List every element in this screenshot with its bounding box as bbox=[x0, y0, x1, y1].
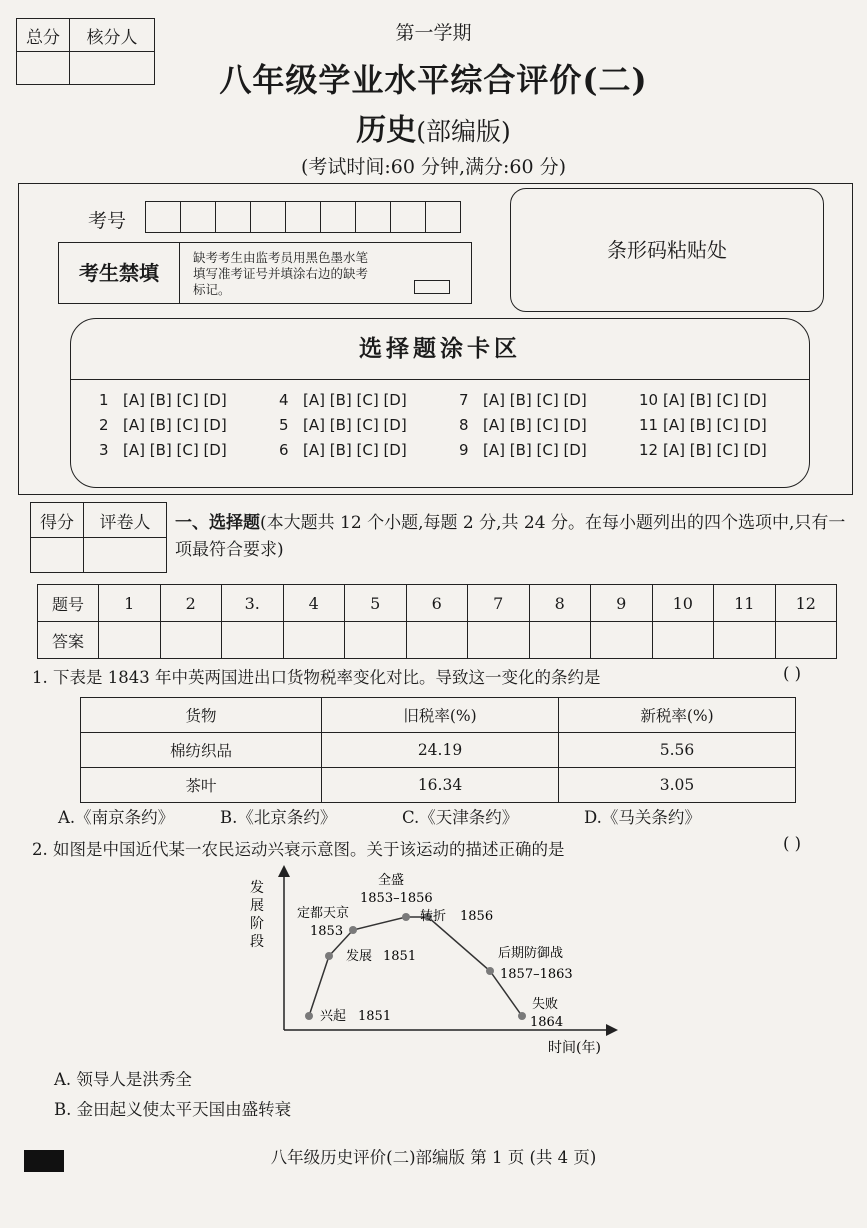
edition: (部编版) bbox=[416, 117, 511, 146]
q2-answer-paren[interactable]: ( ) bbox=[783, 834, 802, 853]
grid-answer-cell[interactable] bbox=[591, 622, 653, 659]
q1-option-d[interactable]: D.《马关条约》 bbox=[584, 808, 701, 827]
diagram-point bbox=[518, 1012, 526, 1020]
diagram-stage-label: 后期防御战 bbox=[498, 946, 564, 961]
choice-number: 1 bbox=[99, 391, 109, 409]
section-desc: (本大题共 12 个小题,每题 2 分,共 24 分。在每小题列出的四个选项中,只有一项最符合要求) bbox=[175, 513, 846, 560]
choice-bubbles[interactable]: [A] [B] [C] [D] bbox=[663, 441, 767, 459]
choice-item-11[interactable] bbox=[639, 416, 767, 434]
q1-option-a[interactable]: A.《南京条约》 bbox=[58, 808, 175, 827]
grid-answer-cell[interactable] bbox=[406, 622, 468, 659]
grid-answer-cell[interactable] bbox=[99, 622, 161, 659]
choice-number: 12 bbox=[639, 441, 659, 459]
exam-digit-box[interactable] bbox=[321, 202, 356, 233]
absent-instruction: 缺考考生由监考员用黑色墨水笔填写准考证号并填涂右边的缺考标记。 bbox=[193, 250, 369, 297]
choice-number: 9 bbox=[459, 441, 469, 459]
diagram-stage-label: 定都天京 bbox=[297, 906, 350, 921]
grid-question-number: 2 bbox=[160, 585, 222, 622]
section-intro bbox=[175, 510, 855, 564]
choice-item-7[interactable] bbox=[459, 391, 587, 409]
subject-title bbox=[0, 105, 867, 149]
diagram-year-label: 1851 bbox=[383, 949, 417, 964]
page-footer: 八年级历史评价(二)部编版 第 1 页 (共 4 页) bbox=[270, 1148, 597, 1167]
tax-cell: 棉纺织品 bbox=[81, 733, 322, 768]
choice-bubbles[interactable]: [A] [B] [C] [D] bbox=[123, 416, 227, 434]
choice-area-title: 选择题涂卡区 bbox=[71, 319, 809, 380]
exam-digit-box[interactable] bbox=[181, 202, 216, 233]
q1-option-b[interactable]: B.《北京条约》 bbox=[220, 808, 337, 827]
choice-bubbles[interactable]: [A] [B] [C] [D] bbox=[663, 391, 767, 409]
grid-number-label: 题号 bbox=[38, 585, 99, 622]
choice-fill-area bbox=[70, 318, 810, 488]
choice-number: 8 bbox=[459, 416, 469, 434]
choice-number: 11 bbox=[639, 416, 659, 434]
diagram-stage-label: 转折 bbox=[420, 909, 447, 924]
grid-answer-cell[interactable] bbox=[714, 622, 776, 659]
q1-answer-paren[interactable]: ( ) bbox=[783, 664, 802, 683]
grid-answer-cell[interactable] bbox=[529, 622, 591, 659]
diagram-point bbox=[486, 967, 494, 975]
subject: 历史 bbox=[356, 113, 417, 148]
diagram-stage-label: 兴起 bbox=[320, 1009, 347, 1024]
choice-number: 3 bbox=[99, 441, 109, 459]
diagram-year-label: 1856 bbox=[460, 909, 494, 924]
choice-item-6[interactable] bbox=[279, 441, 407, 459]
choice-number: 2 bbox=[99, 416, 109, 434]
grid-question-number: 5 bbox=[345, 585, 407, 622]
diagram-year-label: 1853 bbox=[310, 924, 344, 939]
absent-label: 考生禁填 bbox=[59, 243, 180, 303]
grid-answer-cell[interactable] bbox=[652, 622, 714, 659]
choice-number: 4 bbox=[279, 391, 289, 409]
grid-question-number: 7 bbox=[468, 585, 530, 622]
grader-table bbox=[30, 502, 167, 573]
grid-question-number: 8 bbox=[529, 585, 591, 622]
choice-number: 6 bbox=[279, 441, 289, 459]
choice-bubbles[interactable]: [A] [B] [C] [D] bbox=[483, 441, 587, 459]
exam-number-label: 考号 bbox=[88, 210, 127, 232]
choice-bubbles[interactable]: [A] [B] [C] [D] bbox=[483, 416, 587, 434]
grader-label: 评卷人 bbox=[84, 503, 167, 538]
tax-cell: 24.19 bbox=[322, 733, 559, 768]
absent-mark-box[interactable] bbox=[414, 280, 450, 294]
grid-answer-cell[interactable] bbox=[468, 622, 530, 659]
choice-item-3[interactable] bbox=[99, 441, 227, 459]
exam-digit-box[interactable] bbox=[356, 202, 391, 233]
grid-answer-cell[interactable] bbox=[283, 622, 345, 659]
choice-item-12[interactable] bbox=[639, 441, 767, 459]
diagram-stage-label: 全盛 bbox=[378, 873, 405, 888]
score-cell[interactable] bbox=[31, 538, 84, 573]
tax-header-new: 新税率(%) bbox=[559, 698, 796, 733]
q2-text: 2. 如图是中国近代某一农民运动兴衰示意图。关于该运动的描述正确的是 bbox=[32, 840, 565, 859]
grid-question-number: 10 bbox=[652, 585, 714, 622]
q2-option-b[interactable]: B. 金田起义使太平天国由盛转衰 bbox=[54, 1100, 292, 1119]
movement-diagram bbox=[250, 860, 630, 1060]
grid-question-number: 12 bbox=[775, 585, 837, 622]
diagram-point bbox=[402, 913, 410, 921]
grid-answer-cell[interactable] bbox=[345, 622, 407, 659]
q2-option-a[interactable]: A. 领导人是洪秀全 bbox=[54, 1070, 192, 1089]
diagram-year-label: 1864 bbox=[530, 1015, 564, 1030]
choice-bubbles[interactable]: [A] [B] [C] [D] bbox=[483, 391, 587, 409]
semester: 第一学期 bbox=[395, 22, 472, 44]
choice-item-8[interactable] bbox=[459, 416, 587, 434]
exam-info: (考试时间:60 分钟,满分:60 分) bbox=[300, 156, 567, 178]
choice-bubbles[interactable]: [A] [B] [C] [D] bbox=[123, 441, 227, 459]
choice-item-5[interactable] bbox=[279, 416, 407, 434]
diagram-point bbox=[305, 1012, 313, 1020]
diagram-stage-label: 发展 bbox=[346, 949, 373, 964]
choice-bubbles[interactable]: [A] [B] [C] [D] bbox=[663, 416, 767, 434]
choice-bubbles[interactable]: [A] [B] [C] [D] bbox=[123, 391, 227, 409]
checker-label: 核分人 bbox=[70, 19, 155, 52]
tax-cell: 3.05 bbox=[559, 768, 796, 803]
tax-header-old: 旧税率(%) bbox=[322, 698, 559, 733]
diagram-stage-label: 失败 bbox=[532, 997, 559, 1012]
tax-header-goods: 货物 bbox=[81, 698, 322, 733]
barcode-area: 条形码粘贴处 bbox=[510, 188, 824, 312]
y-axis-label: 发展阶段 bbox=[250, 880, 264, 950]
tax-cell: 茶叶 bbox=[81, 768, 322, 803]
choice-item-1[interactable] bbox=[99, 391, 227, 409]
diagram-point bbox=[325, 952, 333, 960]
grid-answer-cell[interactable] bbox=[160, 622, 222, 659]
diagram-point bbox=[349, 926, 357, 934]
grader-cell[interactable] bbox=[84, 538, 167, 573]
grid-question-number: 11 bbox=[714, 585, 776, 622]
choice-bubbles[interactable]: [A] [B] [C] [D] bbox=[303, 391, 407, 409]
choice-item-9[interactable] bbox=[459, 441, 587, 459]
exam-digit-box[interactable] bbox=[391, 202, 426, 233]
diagram-year-label: 1851 bbox=[358, 1009, 392, 1024]
score-label: 得分 bbox=[31, 503, 84, 538]
grid-question-number: 3. bbox=[222, 585, 284, 622]
answer-grid bbox=[37, 584, 837, 659]
choice-item-10[interactable] bbox=[639, 391, 767, 409]
tax-cell: 16.34 bbox=[322, 768, 559, 803]
section-heading: 一、选择题 bbox=[175, 513, 260, 533]
grid-answer-cell[interactable] bbox=[775, 622, 837, 659]
choice-number: 10 bbox=[639, 391, 659, 409]
grid-question-number: 1 bbox=[99, 585, 161, 622]
choice-bubbles[interactable]: [A] [B] [C] [D] bbox=[303, 441, 407, 459]
diagram-year-label: 1857–1863 bbox=[500, 967, 573, 982]
grid-answer-label: 答案 bbox=[38, 622, 99, 659]
exam-digit-box[interactable] bbox=[286, 202, 321, 233]
grid-question-number: 4 bbox=[283, 585, 345, 622]
diagram-year-label: 1853–1856 bbox=[360, 891, 433, 906]
grid-question-number: 9 bbox=[591, 585, 653, 622]
absent-box bbox=[58, 242, 472, 304]
main-title: 八年级学业水平综合评价(二) bbox=[219, 61, 648, 99]
exam-digit-box[interactable] bbox=[251, 202, 286, 233]
choice-item-4[interactable] bbox=[279, 391, 407, 409]
grid-question-number: 6 bbox=[406, 585, 468, 622]
total-score-label: 总分 bbox=[17, 19, 70, 52]
tax-table bbox=[80, 697, 796, 803]
choice-number: 7 bbox=[459, 391, 469, 409]
q1-text: 1. 下表是 1843 年中英两国进出口货物税率变化对比。导致这一变化的条约是 bbox=[32, 668, 601, 687]
exam-digit-box[interactable] bbox=[146, 202, 181, 233]
choice-number: 5 bbox=[279, 416, 289, 434]
grid-answer-cell[interactable] bbox=[222, 622, 284, 659]
choice-item-2[interactable] bbox=[99, 416, 227, 434]
tax-cell: 5.56 bbox=[559, 733, 796, 768]
exam-digit-box[interactable] bbox=[426, 202, 461, 233]
x-axis-label: 时间(年) bbox=[548, 1040, 601, 1056]
choice-bubbles[interactable]: [A] [B] [C] [D] bbox=[303, 416, 407, 434]
exam-number-boxes bbox=[145, 201, 461, 233]
q1-option-c[interactable]: C.《天津条约》 bbox=[402, 808, 519, 827]
exam-digit-box[interactable] bbox=[216, 202, 251, 233]
